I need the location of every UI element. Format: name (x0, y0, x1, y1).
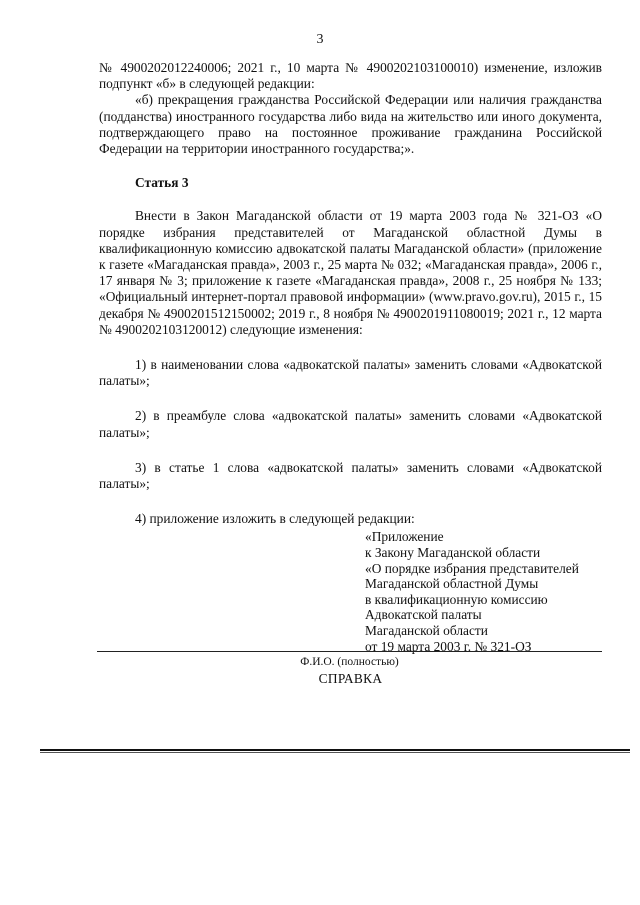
article-title: Статья 3 (135, 175, 189, 191)
appendix-line: от 19 марта 2003 г. № 321-ОЗ (365, 638, 532, 654)
appendix-line: к Закону Магаданской области (365, 545, 541, 561)
spravka-heading: СПРАВКА (318, 671, 383, 687)
amendment-item-3: 3) в статье 1 слова «адвокатской палаты» заменить словами «Адвокатской палаты»; (99, 459, 602, 492)
fio-underline (97, 651, 602, 652)
amendment-item-1: 1) в наименовании слова «адвокатской палаты» заменить словами «Адвокатской палаты»; (99, 357, 602, 389)
appendix-line: «Приложение (365, 529, 444, 545)
appendix-line: Магаданской области (365, 623, 488, 639)
page-number: 3 (316, 32, 324, 47)
article-body: Внести в Закон Магаданской области от 19 марта 2003 года № 321-ОЗ «О порядке избрания представителей от Магаданской областной Думы в квалификационную комиссию адвокатской палаты Магаданской области» (приложение к газете «Магаданская правда», 2003 г., 25 марта № 032; «Магаданская правда», 2006 г., 17 января № 3; приложение к газете «Магаданская правда», 2008 г., 25 ноября № 133; «Официальный интернет-портал правовой информации» (www.pravo.gov.ru), 2015 г., 15 декабря № 4900201512150002; 2019 г., 8 ноября № 4900201911080019; 2021 г., 12 марта № 4900202103120012) следующие изменения: (99, 208, 602, 337)
fio-label: Ф.И.О. (полностью) (300, 656, 399, 668)
bottom-divider-secondary (40, 752, 630, 753)
amendment-item-4: 4) приложение изложить в следующей редакции: (135, 511, 415, 527)
appendix-line: Магаданской областной Думы (365, 576, 539, 592)
bottom-divider (40, 749, 630, 751)
appendix-line: «О порядке избрания представителей (365, 560, 579, 576)
appendix-line: в квалификационную комиссию (365, 591, 548, 607)
appendix-line: Адвокатской палаты (365, 607, 482, 623)
amendment-item-2: 2) в преамбуле слова «адвокатской палаты» заменить словами «Адвокатской палаты»; (99, 408, 602, 440)
appendix-header (365, 529, 602, 654)
document-body (99, 60, 602, 687)
subpoint-b-paragraph: «б) прекращения гражданства Российской Федерации или наличия гражданства (подданства) иностранного государства либо вида на жительство или иного документа, подтверждающего право на постоянное проживание гражданина Российской Федерации на территории иностранного государства;». (99, 92, 602, 157)
intro-paragraph: № 4900202012240006; 2021 г., 10 марта № 4900202103100010) изменение, изложив подпункт «б» в следующей редакции: (99, 60, 602, 92)
